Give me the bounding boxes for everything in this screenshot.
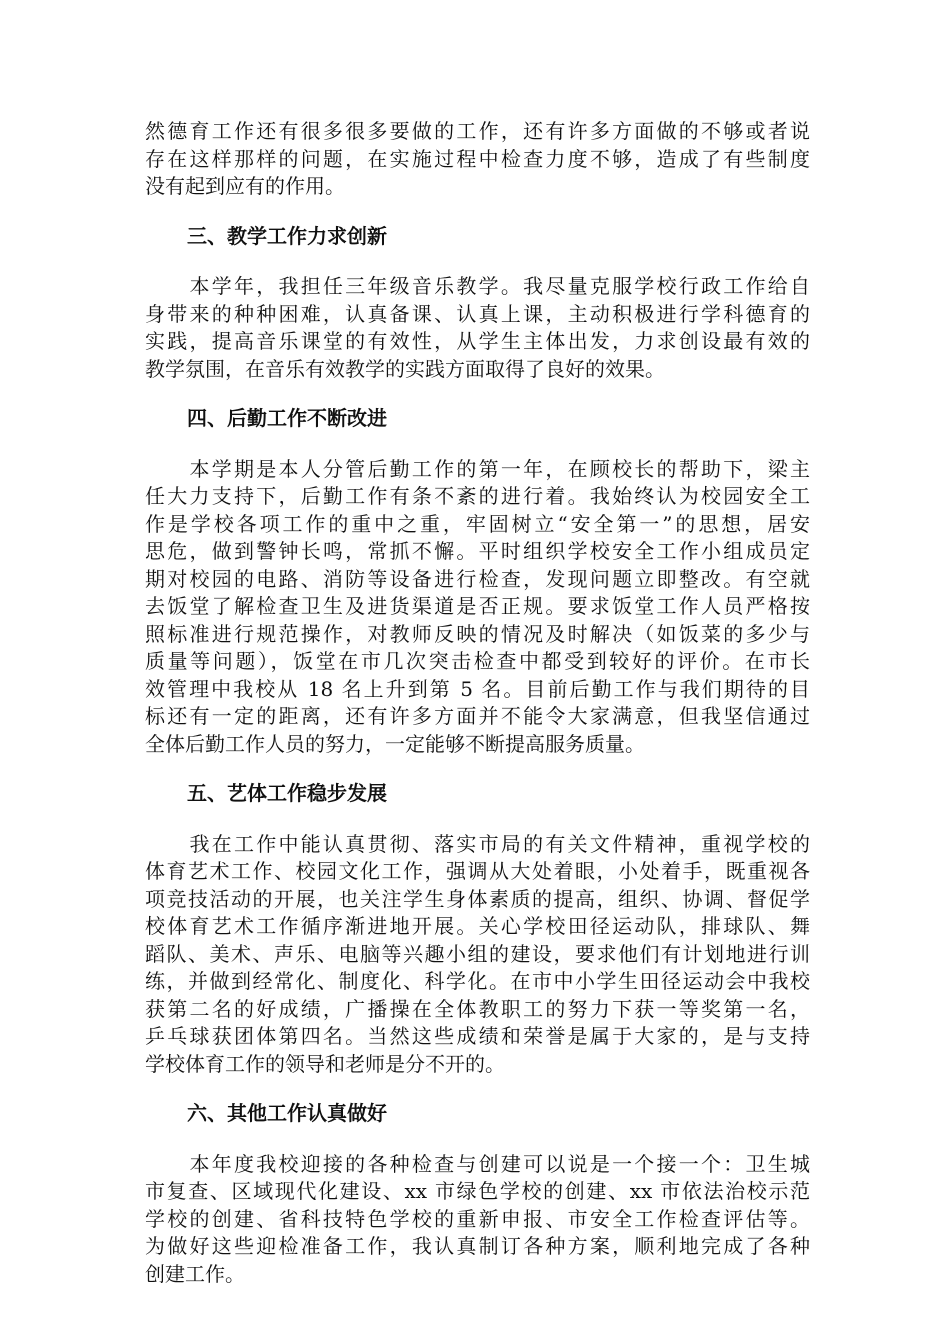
text-line: 然德育工作还有很多很多要做的工作，还有许多方面做的不够或者说 — [145, 119, 810, 143]
section-heading-other-work: 六、其他工作认真做好 — [187, 1101, 387, 1125]
text-line: 身带来的种种困难，认真备课、认真上课，主动积极进行学科德育的 — [145, 301, 810, 326]
text-line: 体育艺术工作、校园文化工作，强调从大处着眼，小处着手，既重视各 — [145, 859, 810, 883]
text-line: 项竞技活动的开展，也关注学生身体素质的提高，组织、协调、督促学 — [145, 886, 810, 911]
section-heading-teaching: 三、教学工作力求创新 — [187, 223, 387, 248]
text-line: 期对校园的电路、消防等设备进行检查，发现问题立即整改。有空就 — [145, 566, 810, 591]
text-line: 本学年，我担任三年级音乐教学。我尽量克服学校行政工作给自 — [145, 274, 810, 298]
paragraph-teaching — [145, 273, 810, 383]
text-line: 作是学校各项工作的重中之重，牢固树立“安全第一”的思想，居安 — [145, 511, 810, 536]
text-line: 标还有一定的距离，还有许多方面并不能令大家满意，但我坚信通过 — [145, 704, 810, 728]
text-line: 去饭堂了解检查卫生及进货渠道是否正规。要求饭堂工作人员严格按 — [145, 594, 810, 618]
text-line: 教学氛围，在音乐有效教学的实践方面取得了良好的效果。 — [145, 356, 665, 381]
text-line: 任大力支持下，后勤工作有条不紊的进行着。我始终认为校园安全工 — [145, 484, 810, 508]
text-line: 没有起到应有的作用。 — [145, 174, 345, 198]
text-line: 市复查、区域现代化建设、xx 市绿色学校的创建、xx 市依法治校示范 — [145, 1179, 810, 1203]
text-line: 本学期是本人分管后勤工作的第一年，在顾校长的帮助下，梁主 — [145, 456, 810, 481]
text-line: 蹈队、美术、声乐、电脑等兴趣小组的建设，要求他们有计划地进行训 — [145, 941, 810, 966]
text-line: 存在这样那样的问题，在实施过程中检查力度不够，造成了有些制度 — [145, 146, 810, 171]
text-line: 乒乓球获团体第四名。当然这些成绩和荣誉是属于大家的，是与支持 — [145, 1024, 810, 1048]
text-line: 实践，提高音乐课堂的有效性，从学生主体出发，力求创设最有效的 — [145, 329, 810, 353]
text-line: 校体育艺术工作循序渐进地开展。关心学校田径运动队，排球队、舞 — [145, 914, 810, 938]
text-line: 思危，做到警钟长鸣，常抓不懈。平时组织学校安全工作小组成员定 — [145, 539, 810, 563]
text-line: 学校体育工作的领导和老师是分不开的。 — [145, 1051, 505, 1076]
text-line: 获第二名的好成绩，广播操在全体教职工的努力下获一等奖第一名， — [145, 996, 810, 1021]
document-page — [145, 118, 810, 1288]
section-heading-logistics: 四、后勤工作不断改进 — [187, 406, 387, 430]
section-heading-arts-sports: 五、艺体工作稳步发展 — [187, 781, 387, 805]
text-line: 创建工作。 — [145, 1261, 245, 1286]
text-line: 全体后勤工作人员的努力，一定能够不断提高服务质量。 — [145, 731, 645, 756]
text-line: 学校的创建、省科技特色学校的重新申报、市安全工作检查评估等。 — [145, 1206, 810, 1231]
text-line: 本年度我校迎接的各种检查与创建可以说是一个接一个：卫生城 — [145, 1151, 810, 1176]
paragraph-other-work — [145, 1151, 810, 1289]
text-line: 照标准进行规范操作，对教师反映的情况及时解决（如饭菜的多少与 — [145, 621, 810, 646]
paragraph-logistics — [145, 456, 810, 759]
text-line: 我在工作中能认真贯彻、落实市局的有关文件精神，重视学校的 — [145, 831, 810, 856]
text-line: 为做好这些迎检准备工作，我认真制订各种方案，顺利地完成了各种 — [145, 1234, 810, 1258]
text-line: 效管理中我校从 18 名上升到第 5 名。目前后勤工作与我们期待的目 — [145, 676, 810, 701]
paragraph-arts-sports — [145, 831, 810, 1079]
text-line: 质量等问题），饭堂在市几次突击检查中都受到较好的评价。在市长 — [145, 649, 810, 673]
text-line: 练，并做到经常化、制度化、科学化。在市中小学生田径运动会中我校 — [145, 969, 810, 993]
paragraph-continuation — [145, 118, 810, 201]
